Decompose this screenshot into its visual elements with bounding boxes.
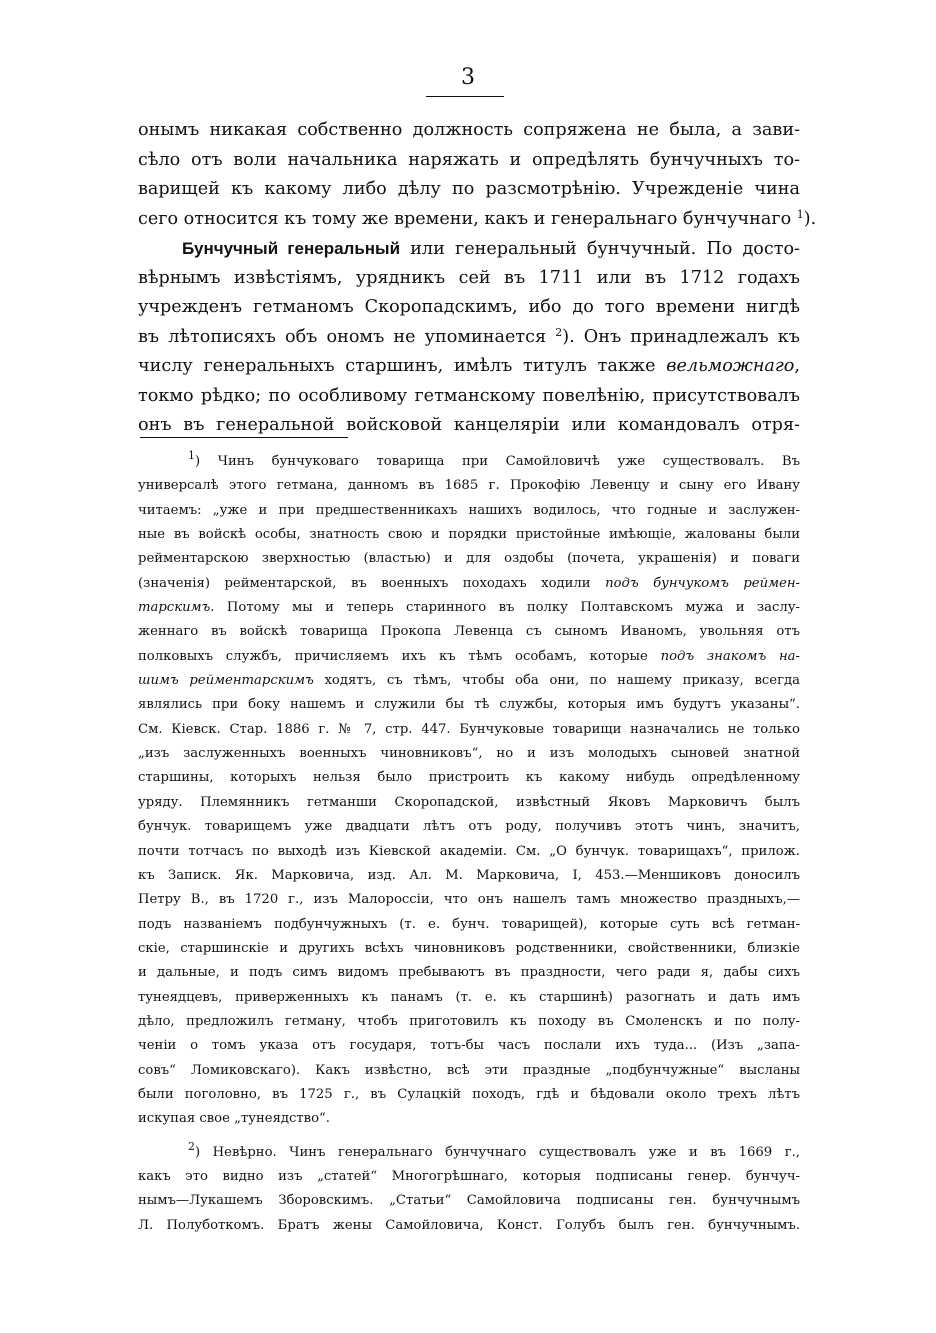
- footnote-line: скіе, старшинскіе и другихъ всѣхъ чиновниковъ родственники, свойственники, близкіе: [138, 940, 800, 956]
- footnote-line: являлись при боку нашемъ и служили бы тѣ службы, которыя имъ будутъ указаны“.: [138, 697, 800, 713]
- page-number-rule: [426, 96, 504, 97]
- footnote-line: Л. Полуботкомъ. Братъ жены Самойловича, Конст. Голубъ былъ ген. бунчучнымъ.: [138, 1217, 800, 1233]
- footnote-line: ченіи о томъ указа отъ государя, тотъ-бы часъ послали ихъ туда... (Изъ „запа-: [138, 1038, 800, 1054]
- footnote-line: какъ это видно изъ „статей“ Многогрѣшнаго, которыя подписаны генер. бунчуч-: [138, 1168, 800, 1184]
- italic-run: вельможнаго: [666, 356, 795, 376]
- footnote-line: къ Записк. Як. Марковича, изд. Ал. М. Марковича, I, 453.—Меншиковъ доносилъ: [138, 867, 800, 883]
- main-text-line: [138, 234, 800, 264]
- footnote-marker-1: 1: [188, 449, 195, 462]
- footnote-line: тунеядцевъ, приверженныхъ къ панамъ (т. е. къ старшинѣ) разогнать и дать имъ: [138, 989, 800, 1005]
- italic-run: подъ знакомъ на-: [660, 648, 801, 664]
- main-text-line: [138, 323, 800, 353]
- footnote-line: [138, 450, 800, 474]
- footnote-line: бунчук. товарищемъ уже двадцати лѣтъ отъ роду, получивъ этотъ чинъ, значитъ,: [138, 819, 800, 835]
- text-run: числу генеральныхъ старшинъ, имѣлъ титулъ также: [138, 356, 667, 376]
- footnote-ref-2: 2: [555, 325, 563, 339]
- text-run: сего относится къ тому же времени, какъ и генеральнаго бунчучнаго: [138, 208, 792, 229]
- footnote-line: [138, 1141, 800, 1165]
- main-text-line: вѣрнымъ извѣстіямъ, урядникъ сей въ 1711 или въ 1712 годахъ: [138, 267, 800, 288]
- main-text-line: [138, 205, 817, 235]
- main-text: [138, 116, 817, 441]
- main-text-line: [138, 352, 800, 382]
- main-text-line: онъ въ генеральной войсковой канцеляріи или командовалъ отря-: [138, 415, 800, 435]
- footnote-line: [138, 645, 800, 669]
- footnote-line: старшины, которыхъ нельзя было пристроить къ какому нибудь опредѣленному: [138, 770, 800, 786]
- main-text-line: токмо рѣдко; по особливому гетманскому повелѣнію, присутствовалъ: [138, 385, 800, 406]
- italic-run: подъ бунчукомъ реймен-: [605, 575, 800, 591]
- footnote-marker-2: 2: [188, 1139, 195, 1153]
- footnote-ref-1: 1: [796, 207, 804, 221]
- footnote-separator: [140, 437, 348, 438]
- footnote-line: См. Кіевск. Стар. 1886 г. № 7, стр. 447. Бунчуковые товарищи назначались не только: [138, 721, 800, 737]
- footnote-line: почти тотчасъ по выходѣ изъ Кіевской академіи. См. „О бунчук. товарищахъ“, прилож.: [138, 843, 800, 859]
- footnote-line: Петру В., въ 1720 г., изъ Малороссіи, что онъ нашелъ тамъ множество праздныхъ,—: [138, 892, 800, 908]
- main-text-line: учрежденъ гетманомъ Скоропадскимъ, ибо до того времени нигдѣ: [138, 297, 800, 317]
- main-text-line: сѣло отъ воли начальника наряжать и опредѣлять бунчучныхъ то-: [138, 149, 800, 170]
- footnote-line: и дальные, и подъ симъ видомъ пребываютъ въ праздности, чего ради я, дабы сихъ: [138, 965, 800, 981]
- text-run: (значенія) рейментарской, въ военныхъ походахъ ходили: [138, 575, 606, 591]
- footnote-line: уряду. Племянникъ гетманши Скоропадской, извѣстный Яковъ Марковичъ былъ: [138, 794, 800, 810]
- footnote-line: нымъ—Лукашемъ Зборовскимъ. „Статьи“ Самойловича подписаны ген. бунчучнымъ: [138, 1193, 800, 1209]
- footnotes: [138, 450, 800, 1238]
- text-run: ходятъ, съ тѣмъ, чтобы оба они, по нашему приказу, всегда: [313, 673, 801, 689]
- footnote-line: читаемъ: „уже и при предшественникахъ нашихъ водилось, что годные и заслужен-: [138, 502, 800, 518]
- footnote-line: [138, 572, 800, 596]
- footnote-line: универсалѣ этого гетмана, данномъ въ 1685 г. Прокофію Левенцу и сыну его Ивану: [138, 478, 800, 494]
- italic-run: шимъ рейментарскимъ: [138, 673, 314, 689]
- footnote-line: были поголовно, въ 1725 г., въ Сулацкій походъ, гдѣ и бѣдовали около трехъ лѣтъ: [138, 1086, 800, 1102]
- text-run: ) Чинъ бунчуковаго товарища при Самойловичѣ уже существовалъ. Въ: [195, 454, 800, 469]
- text-run: ).: [803, 208, 817, 229]
- footnote-line: подъ названіемъ подбунчужныхъ (т. е. бунч. товарищей), которые суть всѣ гетман-: [138, 916, 800, 932]
- main-text-line: варищей къ какому либо дѣлу по разсмотрѣнію. Учрежденіе чина: [138, 179, 800, 199]
- text-run: въ лѣтописяхъ объ ономъ не упоминается: [138, 326, 547, 347]
- italic-run: тарскимъ: [138, 600, 211, 616]
- footnote-line: [138, 596, 800, 620]
- text-run: ). Онъ принадлежалъ къ: [562, 326, 800, 347]
- footnote-line: [138, 669, 800, 693]
- text-run: . Потому мы и теперь старинного въ полку Полтавскомъ мужа и заслу-: [210, 600, 800, 616]
- term-heading: Бунчучный генеральный: [182, 239, 401, 258]
- text-run: ,: [794, 356, 800, 376]
- footnote-line: рейментарскою зверхностью (властью) и для оздобы (почета, украшенія) и поваги: [138, 551, 800, 567]
- text-run: полковыхъ службъ, причисляемъ ихъ къ тѣмъ особамъ, которые: [138, 648, 661, 664]
- footnote-line: искупая свое „тунеядство“.: [138, 1111, 330, 1127]
- text-run: или генеральный бунчучный. По досто-: [400, 239, 800, 259]
- page-number: 3: [461, 65, 475, 90]
- footnote-line: ные въ войскѣ особы, знатность свою и порядки пристойные имѣющіе, жалованы были: [138, 527, 800, 543]
- footnote-line: дѣло, предложилъ гетману, чтобъ приготовилъ къ походу въ Смоленскъ и по полу-: [138, 1013, 800, 1029]
- footnote-line: „изъ заслуженныхъ военныхъ чиновниковъ“, но и изъ молодыхъ сыновей знатной: [138, 746, 800, 762]
- main-text-line: онымъ никакая собственно должность сопряжена не была, а зави-: [138, 120, 800, 140]
- footnote-line: совъ“ Ломиковскаго). Какъ извѣстно, всѣ эти праздные „подбунчужные“ высланы: [138, 1062, 800, 1078]
- text-run: ) Невѣрно. Чинъ генеральнаго бунчучнаго существовалъ уже и въ 1669 г.,: [195, 1144, 800, 1160]
- footnote-line: женнаго въ войскѣ товарища Прокопа Левенца съ сыномъ Иваномъ, увольняя отъ: [138, 624, 800, 640]
